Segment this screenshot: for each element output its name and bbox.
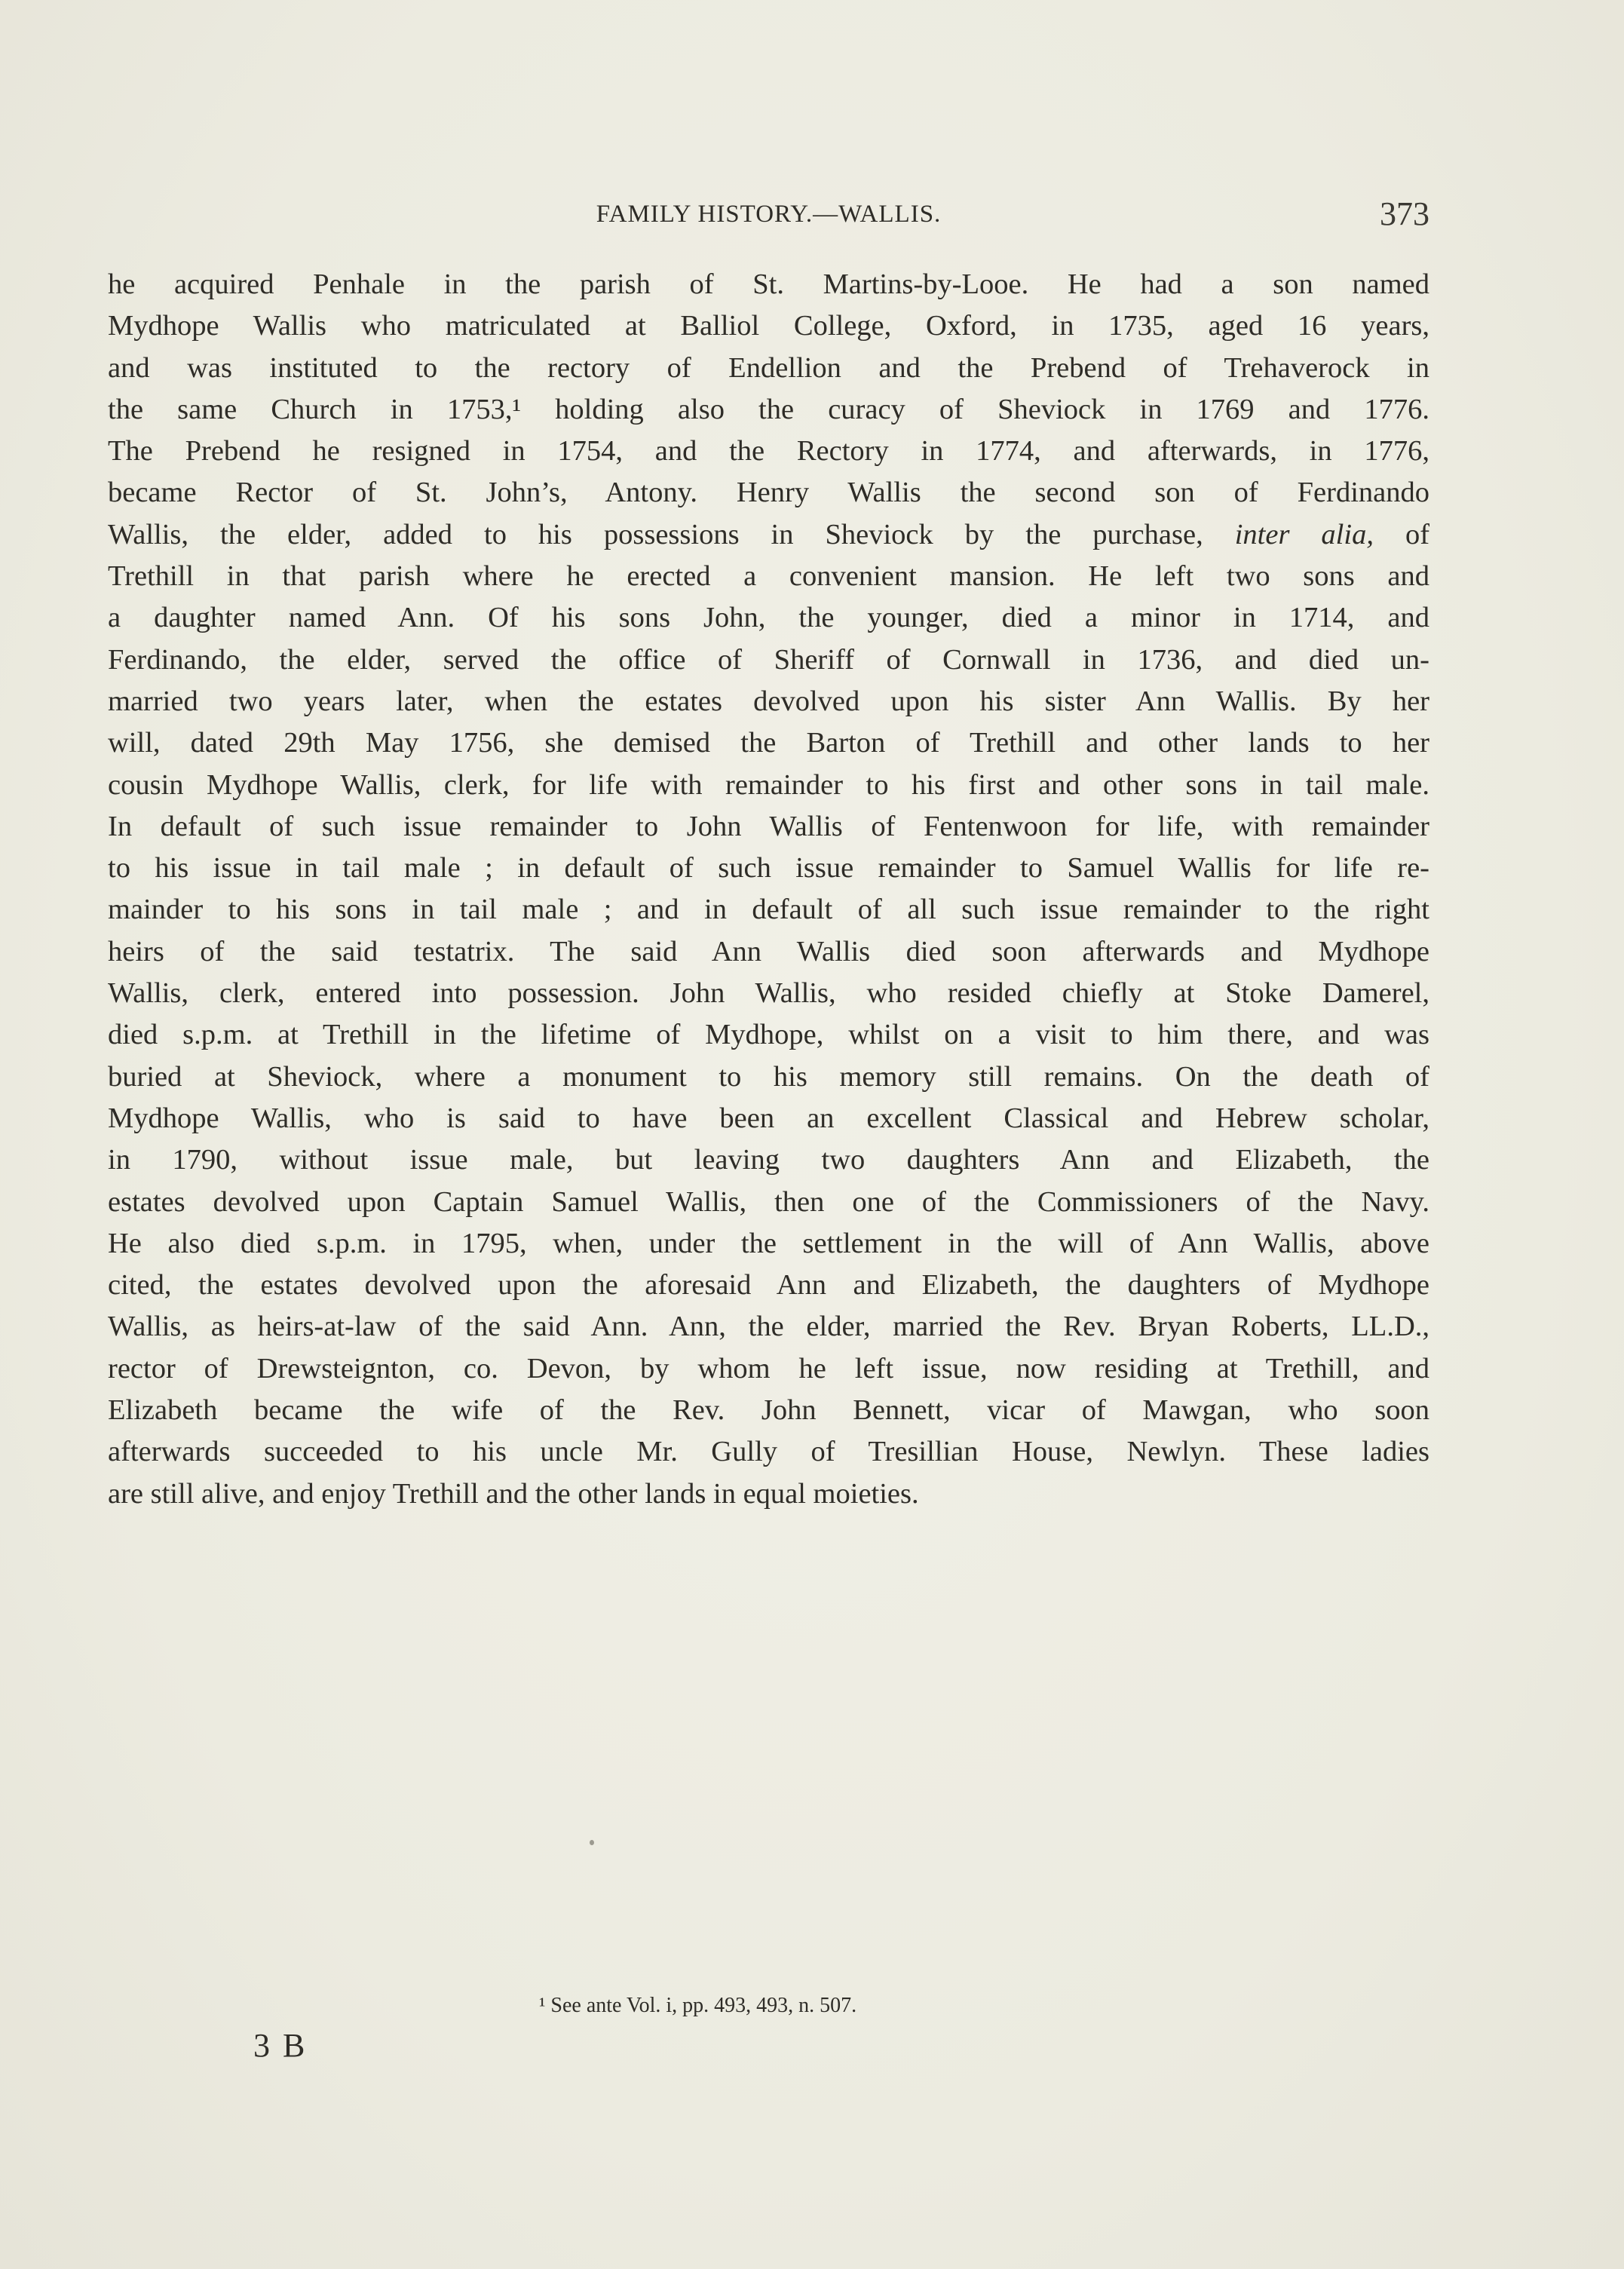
text-line: cited, the estates devolved upon the aforesaid Ann and Elizabeth, the daughters of Mydhope (108, 1269, 1429, 1302)
paper-speck (590, 1840, 594, 1845)
text-line: and was instituted to the rectory of Endellion and the Prebend of Trehaverock in (108, 351, 1429, 384)
text-line: rector of Drewsteignton, co. Devon, by whom he left issue, now residing at Trethill, and (108, 1352, 1429, 1384)
italic-phrase: inter alia, (1234, 518, 1374, 550)
text-line: Wallis, the elder, added to his possessions in Sheviock by the purchase, inter alia, of (108, 518, 1429, 550)
text-line: Ferdinando, the elder, served the office of Sheriff of Cornwall in 1736, and died un- (108, 643, 1429, 676)
text-line: Elizabeth became the wife of the Rev. John Bennett, vicar of Mawgan, who soon (108, 1394, 1429, 1427)
text-line: a daughter named Ann. Of his sons John, the younger, died a minor in 1714, and (108, 602, 1429, 634)
text-line: cousin Mydhope Wallis, clerk, for life with remainder to his first and other sons in tail male. (108, 768, 1429, 801)
text-line: became Rector of St. John’s, Antony. Henry Wallis the second son of Ferdinando (108, 477, 1429, 509)
text-line: buried at Sheviock, where a monument to his memory still remains. On the death of (108, 1060, 1429, 1093)
text-line-last: are still alive, and enjoy Trethill and the other lands in equal moieties. (108, 1477, 919, 1510)
text-line: Wallis, clerk, entered into possession. John Wallis, who resided chiefly at Stoke Damerel, (108, 977, 1429, 1010)
text-line: heirs of the said testatrix. The said Ann Wallis died soon afterwards and Mydhope (108, 935, 1429, 967)
text-line: Wallis, as heirs-at-law of the said Ann. Ann, the elder, married the Rev. Bryan Roberts, LL.D., (108, 1311, 1429, 1343)
text-line: married two years later, when the estates devolved upon his sister Ann Wallis. By her (108, 685, 1429, 717)
text-line: He also died s.p.m. in 1795, when, under the settlement in the will of Ann Wallis, above (108, 1227, 1429, 1259)
text-line: mainder to his sons in tail male ; and in default of all such issue remainder to the right (108, 894, 1429, 926)
footnote: ¹ See ante Vol. i, pp. 493, 493, n. 507. (539, 1994, 857, 2017)
text-line: he acquired Penhale in the parish of St. Martins-by-Looe. He had a son named (108, 268, 1429, 300)
body-text (108, 264, 1429, 1515)
text-line: Mydhope Wallis who matriculated at Balliol College, Oxford, in 1735, aged 16 years, (108, 310, 1429, 342)
signature-mark: 3 B (253, 2027, 308, 2064)
running-head (108, 195, 1429, 240)
running-title: FAMILY HISTORY.—WALLIS. (596, 201, 942, 228)
text-line: will, dated 29th May 1756, she demised the Barton of Trethill and other lands to her (108, 727, 1429, 759)
text-line: afterwards succeeded to his uncle Mr. Gully of Tresillian House, Newlyn. These ladies (108, 1436, 1429, 1468)
text-line: the same Church in 1753,¹ holding also the curacy of Sheviock in 1769 and 1776. (108, 393, 1429, 425)
text-line: In default of such issue remainder to John Wallis of Fentenwoon for life, with remainder (108, 810, 1429, 842)
page-number: 373 (1380, 195, 1429, 232)
text-line: died s.p.m. at Trethill in the lifetime of Mydhope, whilst on a visit to him there, and was (108, 1019, 1429, 1051)
text-line: Mydhope Wallis, who is said to have been an excellent Classical and Hebrew scholar, (108, 1102, 1429, 1134)
text-line: Trethill in that parish where he erected a convenient mansion. He left two sons and (108, 560, 1429, 593)
text-line: estates devolved upon Captain Samuel Wallis, then one of the Commissioners of the Navy. (108, 1185, 1429, 1218)
text-line: in 1790, without issue male, but leaving two daughters Ann and Elizabeth, the (108, 1144, 1429, 1176)
text-line: to his issue in tail male ; in default of such issue remainder to Samuel Wallis for life re- (108, 852, 1429, 885)
text-line: The Prebend he resigned in 1754, and the Rectory in 1774, and afterwards, in 1776, (108, 435, 1429, 468)
